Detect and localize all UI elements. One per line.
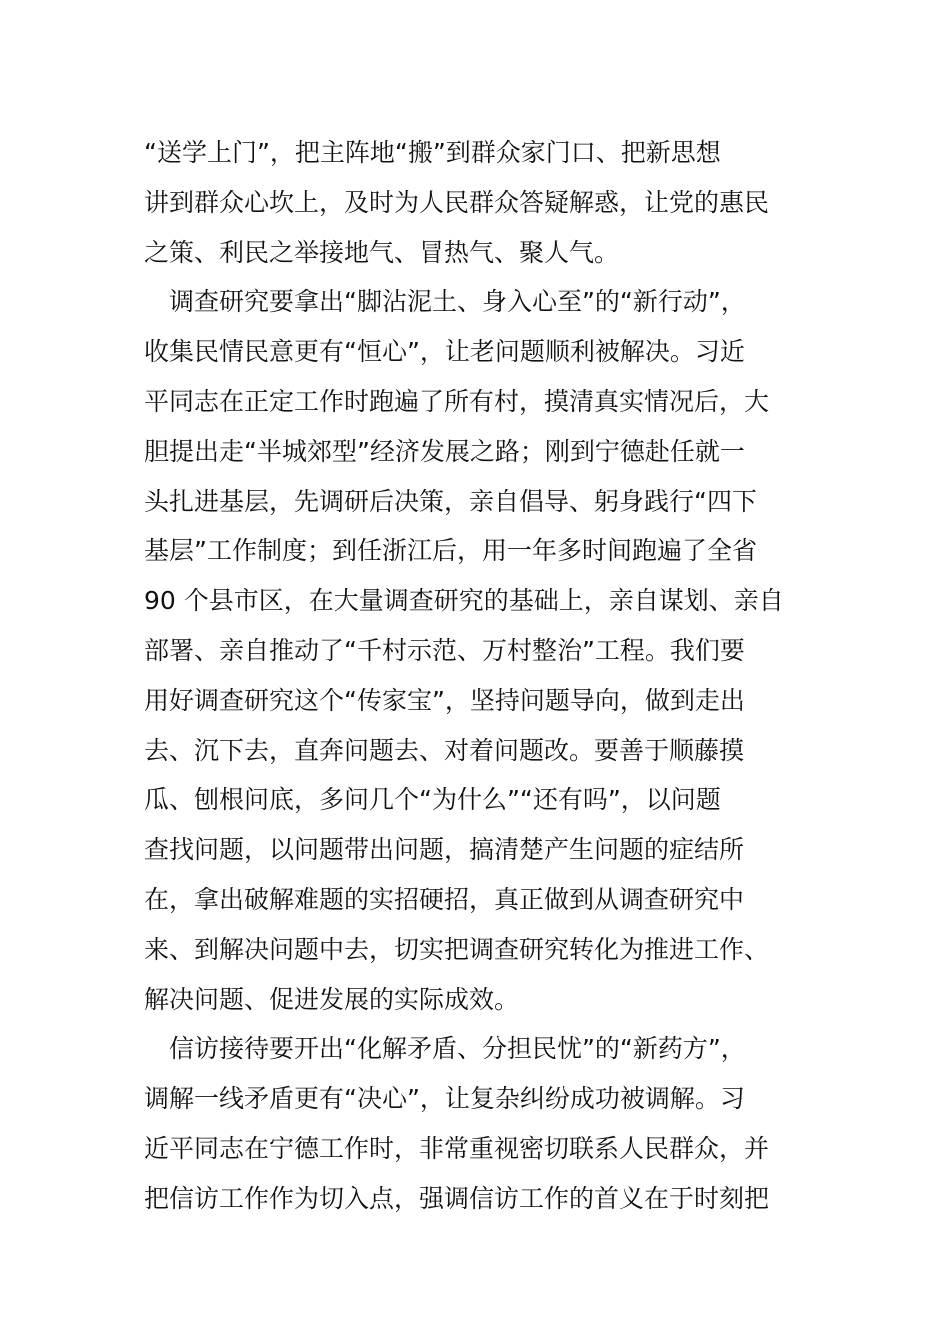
text-line: 去、沉下去，直奔问题去、对着问题改。要善于顺藤摸 — [144, 735, 745, 765]
text-line: 在，拿出破解难题的实招硬招，真正做到从调查研究中 — [144, 884, 745, 914]
text-line: 解决问题、促进发展的实际成效。 — [144, 984, 520, 1014]
text-line: 瓜、刨根问底，多问几个“为什么”“还有吗”，以问题 — [144, 785, 721, 815]
text-line: 来、到解决问题中去，切实把调查研究转化为推进工作、 — [144, 934, 770, 964]
text-line: 调解一线矛盾更有“决心”，让复杂纠纷成功被调解。习 — [144, 1084, 745, 1114]
text-line: 之策、利民之举接地气、冒热气、聚人气。 — [144, 237, 620, 267]
text-line: 基层”工作制度；到任浙江后，用一年多时间跑遍了全省 — [144, 536, 757, 566]
text-line: 把信访工作作为切入点，强调信访工作的首义在于时刻把 — [144, 1183, 770, 1213]
text-line: 用好调查研究这个“传家宝”，坚持问题导向，做到走出 — [144, 685, 745, 715]
paragraph-first-line: 信访接待要开出“化解矛盾、分担民忧”的“新药方”， — [169, 1034, 746, 1064]
text-line: 胆提出走“半城郊型”经济发展之路；刚到宁德赴任就一 — [144, 436, 745, 466]
text-line: 讲到群众心坎上，及时为人民群众答疑解惑，让党的惠民 — [144, 187, 770, 217]
body-text — [144, 128, 814, 1224]
text-line: “送学上门”，把主阵地“搬”到群众家门口、把新思想 — [144, 138, 721, 167]
text-line: 近平同志在宁德工作时，非常重视密切联系人民群众，并 — [144, 1133, 770, 1163]
paragraph-first-line: 调查研究要拿出“脚沾泥土、身入心至”的“新行动”， — [169, 287, 746, 317]
text-line: 平同志在正定工作时跑遍了所有村，摸清真实情况后，大 — [144, 386, 770, 416]
text-line: 90 个县市区，在大量调查研究的基础上，亲自谋划、亲自 — [144, 586, 784, 616]
text-line: 头扎进基层，先调研后决策，亲自倡导、躬身践行“四下 — [144, 486, 757, 516]
text-line: 部署、亲自推动了“千村示范、万村整治”工程。我们要 — [144, 635, 745, 665]
text-line: 查找问题，以问题带出问题，搞清楚产生问题的症结所 — [144, 835, 745, 865]
text-line: 收集民情民意更有“恒心”，让老问题顺利被解决。习近 — [144, 337, 745, 367]
